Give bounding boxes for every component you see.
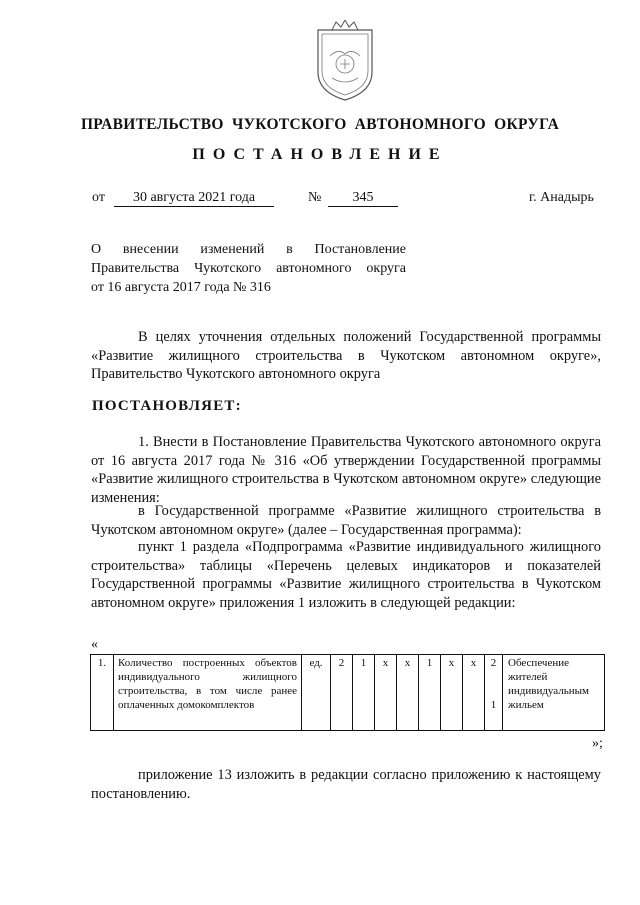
value-cell: 2 [331, 655, 353, 731]
resolves-heading: ПОСТАНОВЛЯЕТ: [92, 398, 242, 414]
value-cell-split [485, 655, 503, 731]
open-quote: « [91, 637, 98, 652]
unit: ед. [302, 655, 331, 731]
subject-block [91, 240, 406, 297]
item-1: 1. Внести в Постановление Правительства Чукотского автономного округа от 16 августа 2017 года № 316 «Об утверждении Государственной программы «Развитие жилищного строительства в Чукотском автономном округе» следующие изменения: [91, 434, 601, 506]
number-prefix: № [308, 190, 322, 205]
value-cell: х [397, 655, 419, 731]
org-title: ПРАВИТЕЛЬСТВО ЧУКОТСКОГО АВТОНОМНОГО ОКРУГА [80, 116, 560, 133]
value-top: 2 [490, 657, 497, 669]
row-number: 1. [91, 655, 114, 731]
subject-line-3: от 16 августа 2017 года № 316 [91, 280, 271, 295]
value-cell: х [375, 655, 397, 731]
date-prefix: от [92, 190, 105, 205]
doc-type-title: ПОСТАНОВЛЕНИЕ [192, 146, 448, 163]
indicator-table [90, 654, 605, 731]
table-row [91, 655, 605, 731]
date-value: 30 августа 2021 года [114, 190, 274, 207]
indicator-name: Количество построенных объектов индивидуального жилищного строительства, в том числе ранее оплаченных домокомплектов [114, 655, 302, 731]
number-value: 345 [328, 190, 398, 207]
emblem-icon [312, 20, 378, 104]
value-bottom: 1 [490, 699, 497, 711]
subject-line-2: Правительства Чукотского автономного округа [91, 261, 406, 276]
value-cell: х [463, 655, 485, 731]
item-1-point: пункт 1 раздела «Подпрограмма «Развитие индивидуального жилищного строительства» таблицы «Перечень целевых индикаторов и показателей Государственной программы «Развитие жилищного строительства в Чукотском автономном округе» приложения 1 изложить в следующей редакции: [91, 539, 601, 611]
subject-line-1: О внесении изменений в Постановление [91, 242, 406, 257]
value-cell: 1 [353, 655, 375, 731]
expected-result: Обеспечение жителей индивидуальным жильем [503, 655, 605, 731]
preamble: В целях уточнения отдельных положений Государственной программы «Развитие жилищного строительства в Чукотском автономном округе», Правительство Чукотского автономного округа [91, 329, 601, 383]
city: г. Анадырь [529, 190, 594, 205]
close-quote: »; [592, 736, 603, 751]
item-1-sub: в Государственной программе «Развитие жилищного строительства в Чукотском автономном округе» (далее – Государственная программа): [91, 503, 601, 538]
appendix-item: приложение 13 изложить в редакции согласно приложению к настоящему постановлению. [91, 767, 601, 802]
value-cell: х [441, 655, 463, 731]
value-cell: 1 [419, 655, 441, 731]
